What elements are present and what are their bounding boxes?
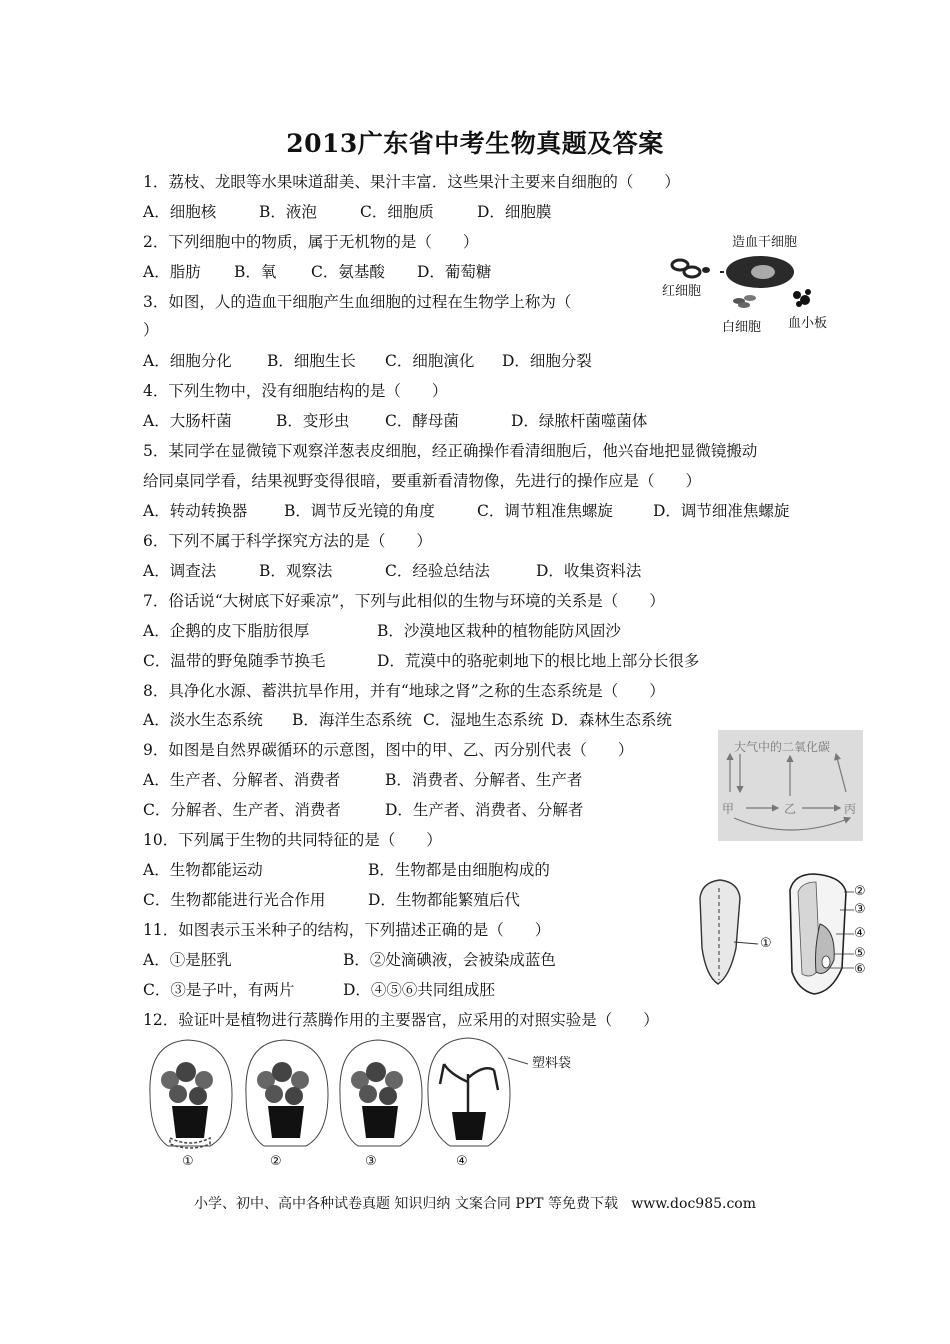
pot-mark-4: ④	[456, 1154, 468, 1169]
page-footer: 小学、初中、高中各种试卷真题 知识归纳 文案合同 PPT 等免费下载 www.doc985.com	[193, 1196, 756, 1212]
q11-option-b: B．②处滴碘液，会被染成蓝色	[343, 951, 556, 969]
seed-mark-4: ④	[854, 926, 866, 941]
plastic-bag-label: 塑料袋	[532, 1056, 572, 1071]
q10-option-c: C．生物都能进行光合作用	[143, 891, 326, 909]
q6-option-c: C．经验总结法	[385, 562, 490, 580]
platelet-label: 血小板	[788, 316, 828, 331]
q8-option-d: D．森林生态系统	[551, 711, 672, 729]
question-6-stem: 6．下列不属于科学探究方法的是（ ）	[143, 532, 432, 550]
blood-cell-figure	[660, 228, 860, 338]
question-3-stem: 3．如图，人的造血干细胞产生血细胞的过程在生物学上称为（	[143, 293, 572, 311]
page-title: 2013广东省中考生物真题及答案	[286, 129, 664, 158]
q4-option-c: C．酵母菌	[385, 412, 459, 430]
q5-option-c: C．调节粗准焦螺旋	[477, 502, 613, 520]
seed-mark-2: ②	[854, 884, 866, 899]
q4-option-b: B．变形虫	[276, 412, 350, 430]
q11-option-a: A．①是胚乳	[143, 951, 232, 969]
corn-seed-illustration	[686, 868, 876, 998]
question-5-stem: 5．某同学在显微镜下观察洋葱表皮细胞，经正确操作看清细胞后，他兴奋地把显微镜搬动	[143, 442, 758, 460]
q4-option-d: D．绿脓杆菌噬菌体	[511, 412, 648, 430]
q6-option-a: A．调查法	[143, 562, 217, 580]
seed-mark-1: ①	[760, 936, 772, 951]
q8-option-b: B．海洋生态系统	[292, 711, 412, 729]
q1-option-c: C．细胞质	[360, 203, 434, 221]
corn-seed-figure	[686, 868, 876, 998]
q10-option-b: B．生物都是由细胞构成的	[368, 861, 550, 879]
q6-option-b: B．观察法	[259, 562, 333, 580]
yi-label: 乙	[784, 802, 797, 816]
stem-cell-label: 造血干细胞	[732, 235, 798, 250]
seed-mark-6: ⑥	[854, 962, 866, 977]
question-3-stem-cont: ）	[143, 321, 159, 339]
q7-option-b: B．沙漠地区栽种的植物能防风固沙	[377, 622, 621, 640]
seed-mark-3: ③	[854, 902, 866, 917]
q9-option-c: C．分解者、生产者、消费者	[143, 801, 341, 819]
q3-option-d: D．细胞分裂	[502, 352, 592, 370]
jia-label: 甲	[722, 802, 735, 816]
q2-option-a: A．脂肪	[143, 263, 201, 281]
white-cell-label: 白细胞	[722, 320, 762, 335]
q7-option-a: A．企鹅的皮下脂肪很厚	[143, 622, 310, 640]
q3-option-a: A．细胞分化	[143, 352, 232, 370]
q2-option-c: C．氨基酸	[311, 263, 385, 281]
question-8-stem: 8．具净化水源、蓄洪抗旱作用，并有“地球之肾”之称的生态系统是（ ）	[143, 682, 665, 700]
question-9-stem: 9．如图是自然界碳循环的示意图，图中的甲、乙、丙分别代表（ ）	[143, 741, 634, 759]
q3-option-b: B．细胞生长	[267, 352, 356, 370]
carbon-cycle-figure	[718, 730, 863, 841]
q1-option-a: A．细胞核	[143, 203, 217, 221]
question-5-stem-cont: 给同桌同学看，结果视野变得很暗，要重新看清物像，先进行的操作应是（ ）	[143, 472, 702, 490]
q7-option-d: D．荒漠中的骆驼刺地下的根比地上部分长很多	[377, 652, 700, 670]
question-4-stem: 4．下列生物中，没有细胞结构的是（ ）	[143, 382, 448, 400]
q6-option-d: D．收集资料法	[536, 562, 642, 580]
q4-option-a: A．大肠杆菌	[143, 412, 232, 430]
potted-plants-figure	[140, 1034, 580, 1174]
q1-option-d: D．细胞膜	[477, 203, 552, 221]
question-7-stem: 7．俗话说“大树底下好乘凉”，下列与此相似的生物与环境的关系是（ ）	[143, 592, 665, 610]
potted-plants-illustration	[140, 1034, 580, 1174]
question-2-stem: 2．下列细胞中的物质，属于无机物的是（ ）	[143, 233, 479, 251]
q9-option-d: D．生产者、消费者、分解者	[385, 801, 584, 819]
q8-option-c: C．湿地生态系统	[423, 711, 544, 729]
q1-option-b: B．液泡	[259, 203, 317, 221]
q5-option-d: D．调节细准焦螺旋	[653, 502, 790, 520]
q2-option-b: B．氧	[234, 263, 277, 281]
q10-option-d: D．生物都能繁殖后代	[368, 891, 520, 909]
q11-option-d: D．④⑤⑥共同组成胚	[343, 981, 495, 999]
q7-option-c: C．温带的野兔随季节换毛	[143, 652, 326, 670]
red-cell-label: 红细胞	[662, 284, 702, 299]
question-10-stem: 10．下列属于生物的共同特征的是（ ）	[143, 831, 442, 849]
pot-mark-2: ②	[270, 1154, 282, 1169]
q5-option-b: B．调节反光镜的角度	[284, 502, 435, 520]
question-1-stem: 1．荔枝、龙眼等水果味道甜美、果汁丰富．这些果汁主要来自细胞的（ ）	[143, 173, 680, 191]
q5-option-a: A．转动转换器	[143, 502, 248, 520]
q3-option-c: C．细胞演化	[385, 352, 475, 370]
atmosphere-co2-label: 大气中的二氧化碳	[734, 740, 831, 754]
q8-option-a: A．淡水生态系统	[143, 711, 263, 729]
bing-label: 丙	[844, 802, 857, 816]
question-11-stem: 11．如图表示玉米种子的结构，下列描述正确的是（ ）	[143, 921, 551, 939]
q9-option-b: B．消费者、分解者、生产者	[385, 771, 583, 789]
q9-option-a: A．生产者、分解者、消费者	[143, 771, 341, 789]
seed-mark-5: ⑤	[854, 946, 866, 961]
question-12-stem: 12．验证叶是植物进行蒸腾作用的主要器官，应采用的对照实验是（ ）	[143, 1011, 659, 1029]
q10-option-a: A．生物都能运动	[143, 861, 263, 879]
pot-mark-1: ①	[182, 1154, 194, 1169]
pot-mark-3: ③	[365, 1154, 377, 1169]
q2-option-d: D．葡萄糖	[417, 263, 492, 281]
q11-option-c: C．③是子叶，有两片	[143, 981, 295, 999]
